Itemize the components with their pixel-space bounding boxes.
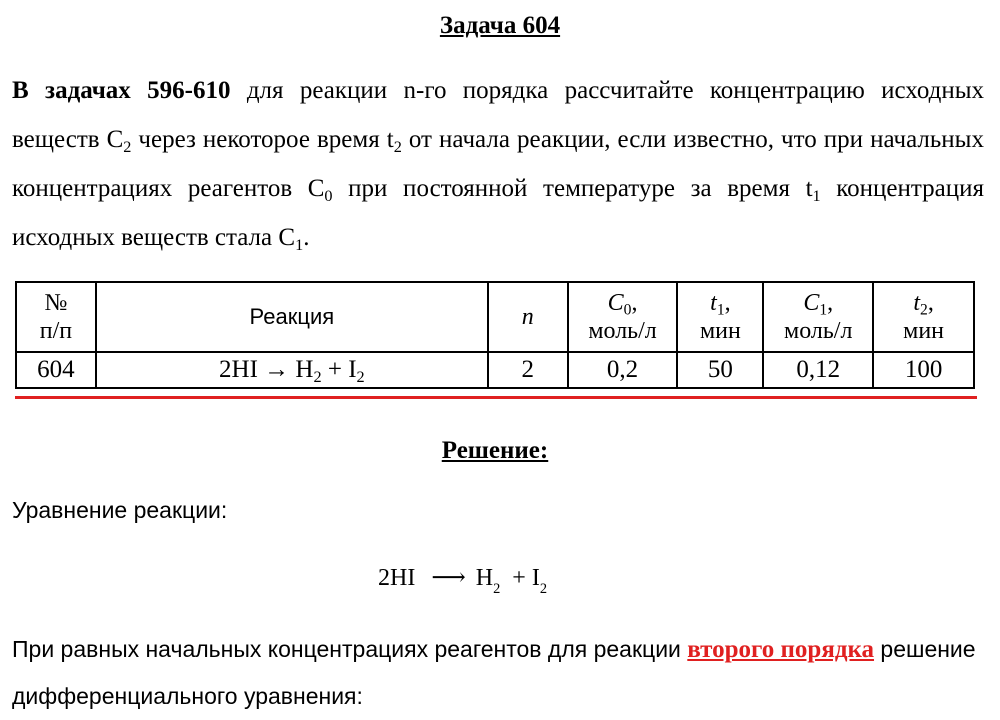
cell-t1: 50 xyxy=(677,352,763,388)
header-reaction: Реакция xyxy=(96,282,488,352)
header-number xyxy=(16,282,96,352)
problem-title: Задача 604 xyxy=(439,12,561,39)
subscript: 0 xyxy=(324,186,333,205)
reaction-text: 2HI → H xyxy=(219,356,314,383)
header-symbol: t xyxy=(710,290,717,316)
subscript: 2 xyxy=(920,301,928,319)
header-text: п/п xyxy=(39,318,73,344)
cell-t2: 100 xyxy=(873,352,974,388)
equation-label: Уравнение реакции: xyxy=(12,497,228,523)
header-n: n xyxy=(488,282,568,352)
paragraph-text: решение дифференциального уравнения: xyxy=(12,636,976,709)
header-text: № xyxy=(44,290,68,316)
statement-text: через некоторое время t xyxy=(131,126,394,153)
header-comma: , xyxy=(724,290,731,316)
header-comma: , xyxy=(927,290,934,316)
table-row xyxy=(16,352,974,388)
subscript: 2 xyxy=(393,137,402,156)
statement-text: от начала реакции, если известно, что при начальных концентрациях реагентов C xyxy=(12,126,984,202)
subscript: 2 xyxy=(539,580,548,597)
paragraph-text: При равных начальных концентрациях реагентов для реакции xyxy=(12,636,688,662)
header-comma: , xyxy=(827,290,834,316)
header-unit: моль/л xyxy=(588,318,657,344)
subscript: 2 xyxy=(356,367,365,386)
solution-paragraph xyxy=(12,626,988,720)
header-unit: моль/л xyxy=(784,318,853,344)
cell-reaction xyxy=(96,352,488,388)
header-comma: , xyxy=(631,290,638,316)
table-header-row xyxy=(16,282,974,352)
problem-statement xyxy=(12,66,984,262)
cell-c0: 0,2 xyxy=(568,352,678,388)
cell-c1: 0,12 xyxy=(763,352,873,388)
subscript: 2 xyxy=(493,580,501,597)
statement-text: . xyxy=(303,224,310,251)
header-c1 xyxy=(763,282,873,352)
header-unit: мин xyxy=(699,318,741,344)
equation-product: H xyxy=(475,565,494,591)
equation-product: + I xyxy=(512,565,540,591)
subscript: 2 xyxy=(123,137,132,156)
header-unit: мин xyxy=(903,318,945,344)
subscript: 1 xyxy=(295,235,304,254)
statement-text: концентрация исходных веществ стала C xyxy=(12,175,984,251)
reaction-equation xyxy=(378,563,548,597)
subscript: 1 xyxy=(812,186,821,205)
header-t2 xyxy=(873,282,974,352)
data-table xyxy=(15,281,975,389)
header-symbol: t xyxy=(913,290,921,316)
header-c0 xyxy=(568,282,678,352)
highlight-second-order: второго порядка xyxy=(687,636,875,663)
cell-number: 604 xyxy=(16,352,96,388)
solution-title: Решение: xyxy=(441,437,549,464)
header-symbol: C xyxy=(803,290,820,316)
header-t1 xyxy=(677,282,763,352)
header-symbol: C xyxy=(607,290,624,316)
statement-text: для реакции n-го порядка рассчитайте концентрацию исходных веществ C xyxy=(12,77,984,153)
subscript: 1 xyxy=(716,301,725,319)
cell-n: 2 xyxy=(488,352,568,388)
statement-text: при постоянной температуре за время t xyxy=(332,175,813,202)
red-underline xyxy=(15,396,977,399)
equation-reactant: 2HI xyxy=(378,565,416,591)
subscript: 0 xyxy=(623,301,632,319)
subscript: 2 xyxy=(313,367,322,386)
subscript: 1 xyxy=(819,301,828,319)
problem-range: В задачах 596-610 xyxy=(12,77,231,104)
reaction-text: + I xyxy=(321,356,357,383)
reaction-arrow-icon: ⟶ xyxy=(431,565,466,591)
